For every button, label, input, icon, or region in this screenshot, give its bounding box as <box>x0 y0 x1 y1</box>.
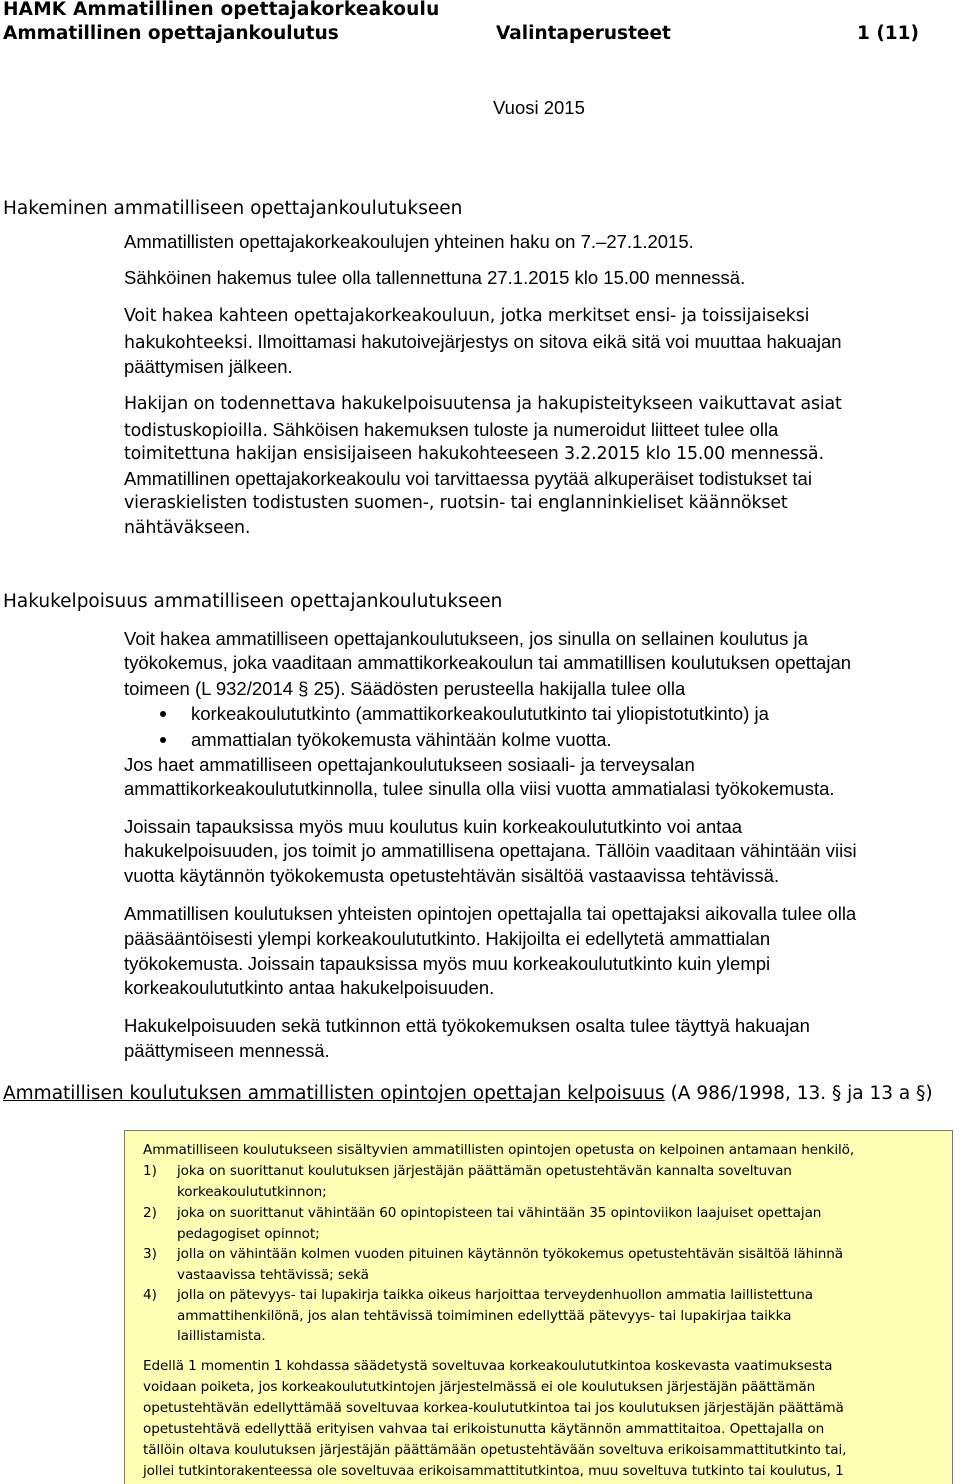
statute-item-line: korkeakoulututkinnon; <box>177 1184 327 1200</box>
paragraph-line: nähtäväkseen. <box>124 518 251 538</box>
paragraph-line: Hakijan on todennettava hakukelpoisuutensa ja hakupisteitykseen vaikuttavat asiat <box>124 394 842 414</box>
bullet-item: ammattialan työkokemusta vähintään kolme vuotta. <box>191 729 612 750</box>
statute-reference: (A 986/1998, 13. § ja 13 a §) <box>670 1083 933 1104</box>
paragraph-text: toimeen (L 932/2014 § 25). <box>124 678 346 699</box>
statute-paragraph-line: Edellä 1 momentin 1 kohdassa säädetystä soveltuvaa korkeakoulututkintoa koskevasta vaatimuksesta <box>143 1358 833 1374</box>
statute-item-line: laillistamista. <box>177 1328 266 1344</box>
paragraph-line: päättymiseen mennessä. <box>124 1040 330 1061</box>
paragraph-text: Sähköisen hakemuksen tuloste ja numeroidut liitteet tulee olla <box>272 419 779 440</box>
paragraph-line: työkokemus, joka vaaditaan ammattikorkeakoulun tai ammatillisen koulutuksen opettajan <box>124 652 852 673</box>
paragraph-line: Sähköinen hakemus tulee olla tallennettuna 27.1.2015 klo 15.00 mennessä. <box>124 267 746 288</box>
paragraph-text: toimitettuna hakijan ensisijaiseen hakukohteeseen 3.2.2015 klo 15.00 mennessä. <box>124 444 824 464</box>
statute-paragraph-text: opetustehtävä edellyttää erityisen vahvaa tai erikoistunutta käytännön ammattitaitoa. <box>143 1421 726 1437</box>
year-label: Vuosi 2015 <box>493 97 585 118</box>
statute-item-line: joka on suorittanut koulutuksen järjestäjän päättämän opetustehtävän kannalta soveltuvan <box>177 1163 792 1179</box>
paragraph-line: Ammatillinen opettajakorkeakoulu voi tarvittaessa pyytää alkuperäiset todistukset tai <box>124 468 812 489</box>
paragraph-line-group <box>124 331 842 353</box>
statute-intro: Ammatilliseen koulutukseen sisältyvien ammatillisten opintojen opetusta on kelpoinen antamaan henkilö, <box>143 1142 855 1158</box>
statute-item-line: vastaavissa tehtävissä; sekä <box>177 1267 369 1283</box>
paragraph-line: Ammatillisten opettajakorkeakoulujen yhteinen haku on 7.–27.1.2015. <box>124 231 694 252</box>
department-name: Ammatillinen opettajankoulutus <box>3 23 339 44</box>
paragraph-text: pääsääntöisesti ylempi korkeakoulututkinto. <box>124 928 481 949</box>
paragraph-line: Jos haet ammatilliseen opettajankoulutukseen sosiaali- ja terveysalan <box>124 754 695 775</box>
statute-item-line: pedagogiset opinnot; <box>177 1226 320 1242</box>
paragraph-text: todistuskopioilla. <box>124 421 268 441</box>
statute-paragraph-line-group <box>143 1421 824 1437</box>
statute-quote-box <box>124 1130 953 1484</box>
paragraph-line-group <box>124 419 778 441</box>
paragraph-text: hakukohteeksi. <box>124 333 253 353</box>
statute-paragraph-text: Opettajalla on <box>729 1421 825 1437</box>
paragraph-text: Joissain tapauksissa myös muu korkeakoulututkinto kuin ylempi <box>247 953 771 974</box>
paragraph-line-group <box>124 953 770 975</box>
statute-item-line: joka on suorittanut vähintään 60 opintopisteen tai vähintään 35 opintoviikon laajuiset opettajan <box>177 1205 822 1221</box>
statute-item-line: ammattihenkilönä, jos alan tehtävissä toimiminen edellyttää pätevyys- tai lupakirjaa taikka <box>177 1308 792 1324</box>
paragraph-text: Tällöin vaaditaan vähintään viisi <box>595 840 857 861</box>
statute-paragraph-line: jollei tutkintorakenteessa ole soveltuvaa erikoisammattitutkintoa, muu soveltuva tutkinto tai koulutus, 1 <box>143 1463 844 1479</box>
paragraph-line: vuotta käytännön työkokemusta opetustehtävän sisältöä vastaavissa tehtävissä. <box>124 865 780 886</box>
statute-item-line: jolla on vähintään kolmen vuoden pituinen käytännön työkokemus opetustehtävän sisältöä lähinnä <box>177 1246 844 1262</box>
paragraph-line: Joissain tapauksissa myös muu koulutus kuin korkeakoulututkinto voi antaa <box>124 816 743 837</box>
page-number: 1 (11) <box>857 23 919 44</box>
paragraph-text: työkokemusta. <box>124 953 244 974</box>
paragraph-text: Hakijoilta ei edellytetä ammattialan <box>485 928 771 949</box>
section-heading-qualification <box>3 1083 933 1104</box>
paragraph-line: Ammatillisen koulutuksen yhteisten opintojen opettajalla tai opettajaksi aikovalla tulee olla <box>124 903 857 924</box>
paragraph-line: päättymisen jälkeen. <box>124 356 293 377</box>
paragraph-line: Hakukelpoisuuden sekä tutkinnon että työkokemuksen osalta tulee täyttyä hakuajan <box>124 1015 810 1036</box>
statute-item-number: 4) <box>143 1287 157 1303</box>
paragraph-text: Ilmoittamasi hakutoivejärjestys on sitova eikä sitä voi muuttaa hakuajan <box>257 331 842 352</box>
statute-item-number: 2) <box>143 1205 157 1221</box>
document-title: Valintaperusteet <box>496 23 671 44</box>
section-heading-application: Hakeminen ammatilliseen opettajankoulutukseen <box>3 198 463 219</box>
bullet-icon <box>160 737 166 743</box>
paragraph-line: Voit hakea ammatilliseen opettajankoulutukseen, jos sinulla on sellainen koulutus ja <box>124 628 808 649</box>
paragraph-line: vieraskielisten todistusten suomen-, ruotsin- tai englanninkieliset käännökset <box>124 493 788 513</box>
bullet-icon <box>160 711 166 717</box>
bullet-item: korkeakoulututkinto (ammattikorkeakoulututkinto tai yliopistotutkinto) ja <box>191 703 769 724</box>
paragraph-text: hakukelpoisuuden, jos toimit jo ammatillisena opettajana. <box>124 840 591 861</box>
paragraph-line: Voit hakea kahteen opettajakorkeakouluun, jotka merkitset ensi- ja toissijaiseksi <box>124 306 810 326</box>
paragraph-line-group <box>124 928 770 950</box>
statute-paragraph-line: tällöin oltava koulutuksen järjestäjän päättämään opetustehtävään soveltuva erikoisammattitutkinto tai, <box>143 1442 847 1458</box>
paragraph-line-group <box>124 840 857 862</box>
statute-paragraph-line: voidaan poiketa, jos korkeakoulututkintojen järjestelmässä ei ole koulutuksen järjestäjän päättämän <box>143 1379 816 1395</box>
paragraph-line-group <box>124 678 685 700</box>
paragraph-line: korkeakoulututkinto antaa hakukelpoisuuden. <box>124 977 495 998</box>
paragraph-line-group <box>124 443 824 464</box>
heading-underlined-text: Ammatillisen koulutuksen ammatillisten opintojen opettajan kelpoisuus <box>3 1083 665 1104</box>
organization-name: HAMK Ammatillinen opettajakorkeakoulu <box>3 0 440 20</box>
statute-item-number: 3) <box>143 1246 157 1262</box>
section-heading-eligibility: Hakukelpoisuus ammatilliseen opettajankoulutukseen <box>3 591 503 612</box>
paragraph-text: Säädösten perusteella hakijalla tulee olla <box>349 678 686 699</box>
paragraph-line: ammattikorkeakoulututkinnolla, tulee sinulla olla viisi vuotta ammatialasi työkokemusta. <box>124 778 835 799</box>
statute-item-number: 1) <box>143 1163 157 1179</box>
statute-paragraph-line: opetustehtävän edellyttämää soveltuvaa korkea-koulututkintoa tai jos koulutuksen järjestäjän päättämä <box>143 1400 844 1416</box>
statute-item-line: jolla on pätevyys- tai lupakirja taikka oikeus harjoittaa terveydenhuollon ammatia laillistettuna <box>177 1287 814 1303</box>
